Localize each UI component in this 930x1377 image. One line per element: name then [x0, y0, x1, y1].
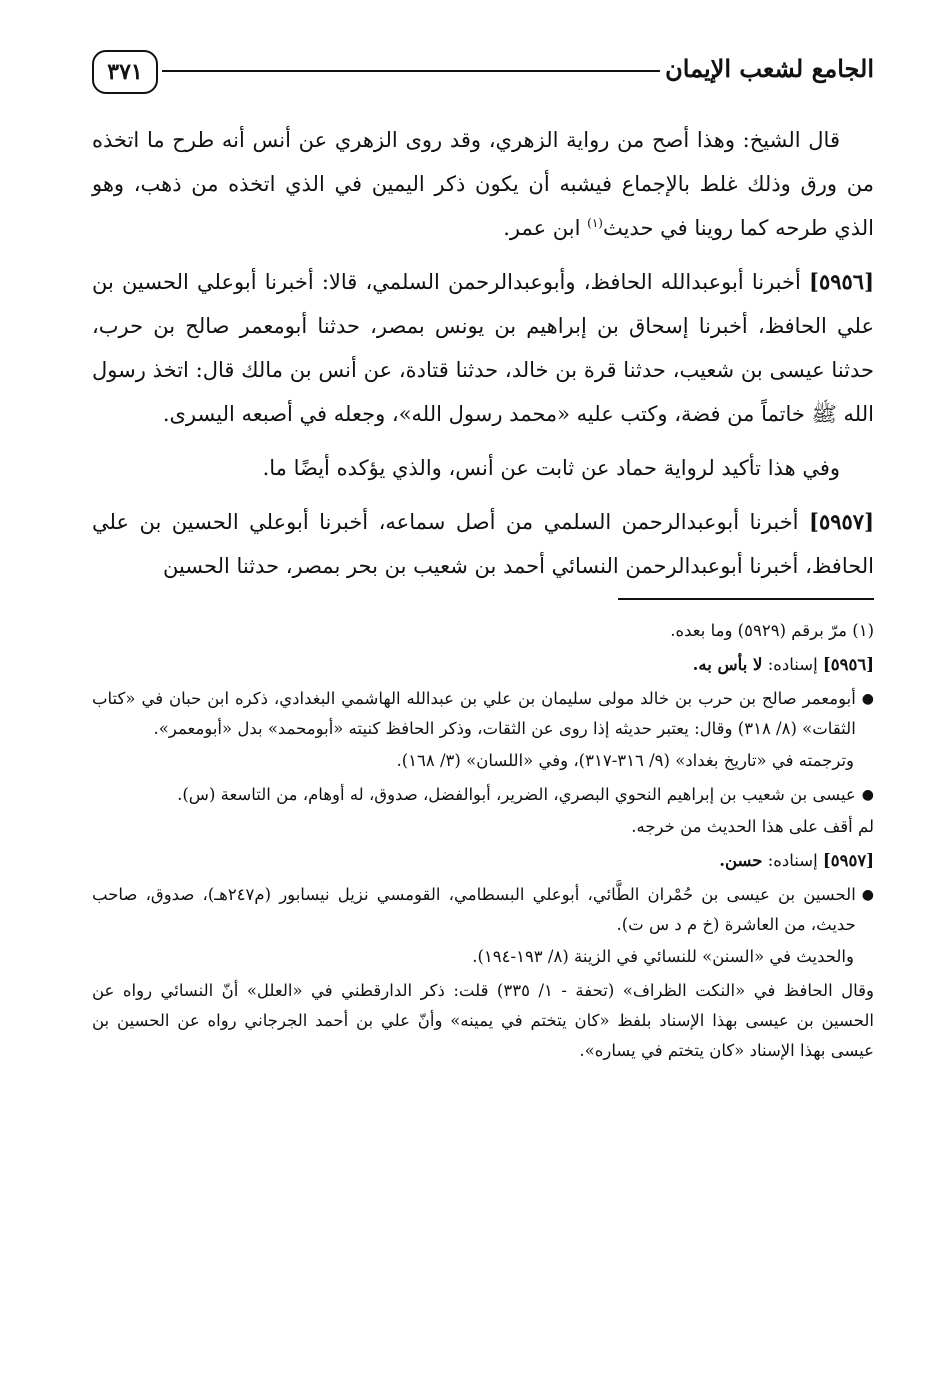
footnotes: [92, 616, 874, 1066]
narrator-entry-body: [177, 780, 856, 810]
paragraph-commentary: [92, 118, 874, 250]
hadith-number: [٥٩٥٦]: [822, 655, 874, 674]
hadith-5956: [92, 260, 874, 436]
narrator-entry-body: [92, 880, 856, 940]
page-header: [92, 44, 874, 106]
isnad-heading-5957: [92, 846, 874, 876]
isnad-label: إسناده:: [762, 851, 823, 870]
narrator-text: عيسى بن شعيب بن إبراهيم النحوي البصري، الضرير، أبوالفضل، صدوق، له أوهام، من التاسعة (س).: [177, 785, 856, 804]
paragraph-text: قال الشيخ: وهذا أصح من رواية الزهري، وقد روى الزهري عن أنس أنه طرح ما اتخذه من ورق وذلك غلط بالإجماع فيشبه أن يكون ذكر اليمين في الذي اتخذه من ذهب، وهو الذي طرحه كما روينا في حديث: [92, 128, 874, 240]
hadith-number: [٥٩٥٧]: [822, 851, 874, 870]
isnad-verdict: لا بأس به.: [692, 655, 763, 674]
footnote-marker: (١): [587, 216, 603, 230]
narrator-entry: [92, 880, 874, 940]
paragraph-text-end: ابن عمر.: [503, 216, 588, 240]
bullet-icon: ●: [861, 691, 874, 707]
takhrij-note: لم أقف على هذا الحديث من خرجه.: [631, 817, 874, 836]
hadith-text: أخبرنا أبوعبدالرحمن السلمي من أصل سماعه، أخبرنا أبوعلي الحسين بن علي الحافظ، أخبرنا أبوعبدالرحمن النسائي أحمد بن شعيب بن بحر بمصر، حدثنا الحسين: [92, 510, 874, 578]
source-reference: والحديث في «السنن» للنسائي في الزينة (٨/ ١٩٣-١٩٤).: [472, 947, 854, 966]
isnad-verdict: حسن.: [719, 851, 763, 870]
footnote-1: (١) مرّ برقم (٥٩٢٩) وما بعده.: [670, 621, 874, 640]
narrator-entry: [92, 780, 874, 810]
narrator-entry-body: [92, 684, 856, 744]
narrator-text: أبومعمر صالح بن حرب بن خالد مولى سليمان بن علي بن عبدالله الهاشمي البغدادي، ذكره ابن حبان في «كتاب الثقات» (٨/ ٣١٨) وقال: يعتبر حديثه إذا روى عن الثقات، وذكر الحافظ كنيته «أبومحمد» بدل «أبومعمر».: [92, 689, 856, 738]
header-rule: [162, 70, 660, 72]
main-text: [92, 118, 874, 588]
hadith-number: [٥٩٥٧]: [809, 509, 874, 534]
hafiz-note: وقال الحافظ في «النكت الظراف» (تحفة - ١/ ٣٣٥) قلت: ذكر الدارقطني في «العلل» أنّ النسائي رواه عن الحسين بن عيسى بهذا الإسناد بلفظ «كان يتختم في يمينه» وأنّ علي بن أحمد الجرجاني رواه عن الحسين بن عيسى بهذا الإسناد «كان يتختم في يساره».: [92, 981, 874, 1060]
paragraph-note: وفي هذا تأكيد لرواية حماد عن ثابت عن أنس، والذي يؤكده أيضًا ما.: [262, 456, 840, 480]
isnad-label: إسناده:: [762, 655, 823, 674]
hadith-text: أخبرنا أبوعبدالله الحافظ، وأبوعبدالرحمن السلمي، قالا: أخبرنا أبوعلي الحسين بن علي الحافظ، أخبرنا إسحاق بن إبراهيم بن يونس بمصر، حدثنا أبومعمر صالح بن حرب، حدثنا عيسى بن شعيب، حدثنا قرة بن خالد، حدثنا قتادة، عن أنس بن مالك قال: اتخذ رسول الله ﷺ خاتماً من فضة، وكتب عليه «محمد رسول الله»، وجعله في أصبعه اليسرى.: [92, 270, 874, 426]
footnote-separator: [618, 598, 874, 600]
narrator-text: الحسين بن عيسى بن حُمْران الطَّائي، أبوعلي البسطامي، القومسي نزيل نيسابور (م٢٤٧هـ)، صدوق، صاحب حديث، من العاشرة (خ م د س ت).: [92, 885, 856, 934]
bullet-icon: ●: [861, 787, 874, 803]
book-page: [92, 44, 874, 1070]
bullet-icon: ●: [861, 887, 874, 903]
narrator-reference: وترجمته في «تاريخ بغداد» (٩/ ٣١٦-٣١٧)، وفي «اللسان» (٣/ ١٦٨).: [396, 751, 854, 770]
narrator-entry: [92, 684, 874, 744]
running-title: الجامع لشعب الإيمان: [665, 54, 874, 83]
isnad-heading-5956: [92, 650, 874, 680]
hadith-5957: [92, 500, 874, 588]
page-number: ٣٧١: [92, 50, 158, 94]
hadith-number: [٥٩٥٦]: [809, 269, 874, 294]
